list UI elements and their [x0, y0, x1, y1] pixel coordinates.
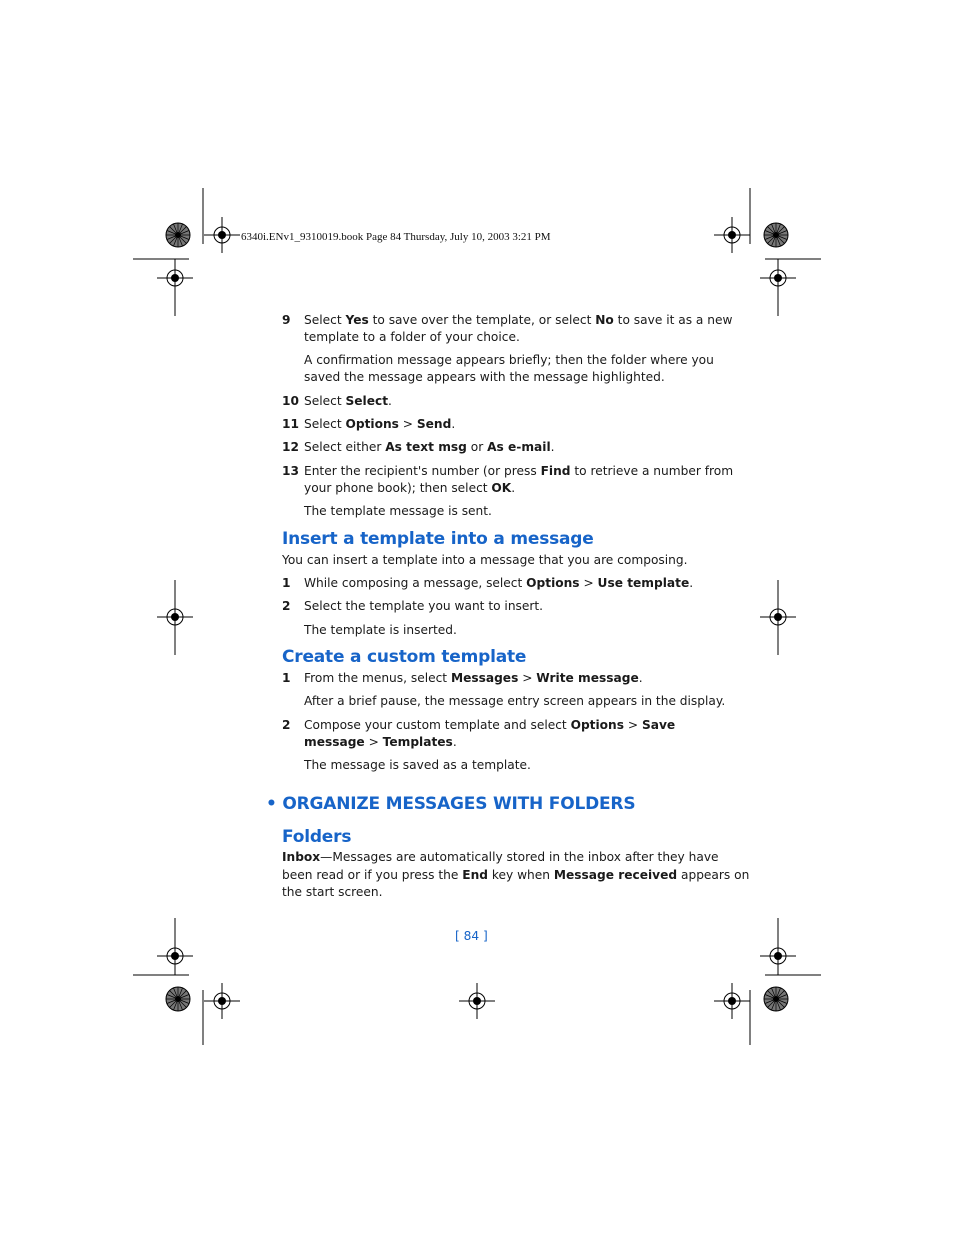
text-run: .: [638, 671, 643, 685]
text-run: been read or if you press the: [282, 867, 463, 882]
text-run: From the menus, select: [304, 671, 451, 685]
text-run: Select either: [304, 440, 386, 454]
step-number: 2: [282, 599, 291, 613]
text-run: Compose your custom template and select: [304, 718, 571, 732]
step-text: [304, 598, 543, 615]
ui-term: message: [304, 735, 365, 749]
ui-term: Send: [416, 417, 452, 431]
text-run: to save over the template, or select: [368, 313, 596, 327]
step-number: 13: [282, 464, 299, 478]
text-run: key when: [487, 867, 554, 882]
text-run: >: [398, 417, 417, 431]
text-run: Select: [304, 394, 346, 408]
text-run: After a brief pause, the message entry screen appears in the display.: [304, 694, 726, 708]
step-number: 1: [282, 671, 291, 685]
text-run: >: [364, 735, 383, 749]
text-run: .: [550, 440, 555, 454]
step-note: [304, 693, 725, 710]
text-run: template to a folder of your choice.: [304, 330, 520, 344]
step-text: [304, 329, 520, 346]
step-number: 12: [282, 440, 299, 454]
text-run: to retrieve a number from: [570, 464, 734, 478]
text-run: Select: [304, 313, 346, 327]
text-run: or: [466, 440, 488, 454]
step-number: 9: [282, 313, 291, 327]
ui-term: Select: [345, 394, 389, 408]
ui-term: As text msg: [385, 440, 467, 454]
ui-term: Save: [641, 718, 676, 732]
ui-term: End: [462, 867, 488, 882]
step-note: [304, 369, 665, 386]
book-slug-line: 6340i.ENv1_9310019.book Page 84 Thursday, July 10, 2003 3:21 PM: [241, 231, 551, 243]
step-text: [304, 393, 392, 410]
step-note: [304, 352, 714, 369]
text-run: .: [388, 394, 392, 408]
text-run: The template message is sent.: [304, 504, 492, 518]
step-number: 10: [282, 394, 299, 408]
ui-term: No: [595, 313, 614, 327]
step-text: [304, 463, 733, 480]
step-text: [304, 416, 455, 433]
text-run: The message is saved as a template.: [304, 758, 531, 772]
step-number: 2: [282, 718, 291, 732]
page-number: [ 84 ]: [455, 929, 488, 943]
step-text: [304, 670, 643, 687]
folders-body-line: [282, 867, 749, 884]
text-run: appears on: [677, 867, 750, 882]
insert-intro: You can insert a template into a message that you are composing.: [282, 553, 688, 567]
ui-term: Options: [570, 718, 624, 732]
ui-term: Messages: [450, 671, 519, 685]
text-run: >: [579, 576, 598, 590]
folders-body-line: [282, 849, 719, 866]
text-run: to save it as a new: [613, 313, 733, 327]
text-run: >: [623, 718, 642, 732]
heading-custom-template: Create a custom template: [282, 647, 527, 667]
ui-term: OK: [491, 481, 512, 495]
step-text: [304, 734, 457, 751]
ui-term: As e-mail: [487, 440, 551, 454]
text-run: Select: [304, 417, 346, 431]
text-run: A confirmation message appears briefly; then the folder where you: [304, 353, 714, 367]
step-number: 1: [282, 576, 291, 590]
step-text: [304, 312, 732, 329]
heading-organize-folders: • ORGANIZE MESSAGES WITH FOLDERS: [266, 794, 636, 814]
text-run: Enter the recipient's number (or press: [304, 464, 541, 478]
text-run: While composing a message, select: [304, 576, 527, 590]
ui-term: Find: [540, 464, 571, 478]
heading-folders: Folders: [282, 827, 352, 847]
text-run: —Messages are automatically stored in the inbox after they have: [320, 850, 719, 864]
step-text: [304, 717, 675, 734]
step-number: 11: [282, 417, 299, 431]
text-run: .: [451, 417, 456, 431]
step-text: [304, 480, 515, 497]
text-run: The template is inserted.: [304, 623, 457, 637]
ui-term: Write message: [536, 671, 639, 685]
step-note: [304, 757, 531, 774]
text-run: .: [452, 735, 457, 749]
ui-term: Templates: [382, 735, 453, 749]
heading-insert-template: Insert a template into a message: [282, 529, 594, 549]
ui-term: Options: [345, 417, 399, 431]
ui-term: Use template: [597, 576, 690, 590]
text-run: .: [511, 481, 516, 495]
text-run: .: [689, 576, 694, 590]
ui-term: Yes: [345, 313, 369, 327]
text-run: Select the template you want to insert.: [304, 599, 544, 613]
text-run: saved the message appears with the message highlighted.: [304, 370, 665, 384]
ui-term: Inbox: [282, 850, 321, 864]
step-note: [304, 622, 457, 639]
text-run: your phone book); then select: [304, 481, 492, 495]
text-run: >: [518, 671, 537, 685]
ui-term: Options: [526, 576, 580, 590]
step-note: [304, 503, 492, 520]
text-run: the start screen.: [282, 885, 383, 899]
ui-term: Message received: [553, 867, 678, 882]
step-text: [304, 439, 555, 456]
folders-body-line: [282, 884, 383, 901]
step-text: [304, 575, 693, 592]
